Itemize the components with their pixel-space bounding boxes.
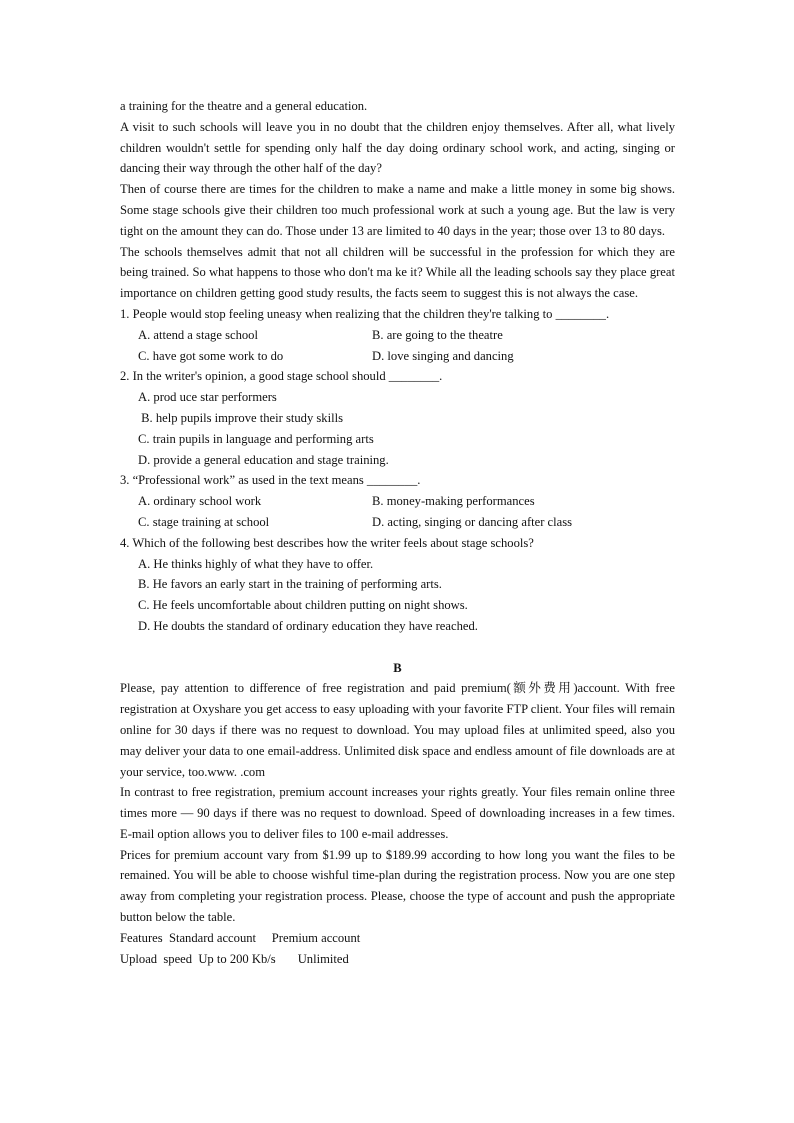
- option: D. acting, singing or dancing after class: [372, 514, 573, 529]
- question-stem: 3. “Professional work” as used in the text means ________.: [120, 473, 421, 488]
- option: C. have got some work to do: [138, 348, 284, 363]
- question-2: [120, 366, 675, 470]
- paragraph: Prices for premium account vary from $1.99 up to $189.99 according to how long you want the files to be remained. You will be able to choose wishful time-plan during the registration process. Now you are one step away from completing your registration process. Please, choose the type of account and push the appropriate button below the table.: [120, 847, 675, 925]
- document-page: [120, 96, 675, 969]
- paragraph: a training for the theatre and a general education.: [120, 99, 368, 113]
- option: D. He doubts the standard of ordinary education they have reached.: [138, 618, 478, 633]
- option: B. money-making performances: [372, 494, 535, 509]
- option: A. ordinary school work: [138, 494, 262, 509]
- passage-b: [120, 658, 675, 970]
- option: D. love singing and dancing: [372, 348, 514, 363]
- option: D. provide a general education and stage training.: [138, 452, 389, 467]
- option: A. He thinks highly of what they have to offer.: [138, 556, 374, 571]
- options-grid: [120, 325, 675, 367]
- paragraph: Then of course there are times for the children to make a name and make a little money in some big shows. Some stage schools give their children too much professional work at such a young age. But the law is very tight on the amount they can do. Those under 13 are limited to 40 days in the year; those over 13 to 80 days.: [120, 182, 675, 238]
- paragraph: A visit to such schools will leave you in no doubt that the children enjoy themselves. After all, what lively children wouldn't settle for spending only half the day doing ordinary school work, and acting, singing or dancing their way through the other half of the day?: [120, 119, 675, 176]
- question-4: [120, 533, 675, 637]
- option: A. attend a stage school: [138, 327, 258, 342]
- table-row: Upload speed Up to 200 Kb/s Unlimited: [120, 951, 349, 966]
- options-grid: [120, 491, 675, 533]
- question-stem: 1. People would stop feeling uneasy when realizing that the children they're talking to ________.: [120, 306, 610, 321]
- question-1: [120, 304, 675, 366]
- option: C. He feels uncomfortable about children putting on night shows.: [138, 598, 468, 613]
- option: B. He favors an early start in the training of performing arts.: [138, 577, 442, 592]
- question-stem: 4. Which of the following best describes how the writer feels about stage schools?: [120, 535, 534, 550]
- paragraph: The schools themselves admit that not all children will be successful in the profession for which they are being trained. So what happens to those who don't ma ke it? While all the leading schools say they place great importance on children getting good study results, the facts seem to suggest this is not always the case.: [120, 244, 675, 301]
- passage-a: [120, 96, 675, 637]
- option: C. train pupils in language and performing arts: [138, 431, 374, 446]
- question-stem: 2. In the writer's opinion, a good stage school should ________.: [120, 369, 443, 384]
- option: B. help pupils improve their study skills: [138, 410, 343, 425]
- option: B. are going to the theatre: [372, 327, 503, 342]
- section-heading: B: [393, 660, 402, 675]
- option: A. prod uce star performers: [138, 390, 277, 405]
- paragraph: In contrast to free registration, premium account increases your rights greatly. Your files remain online three times more — 90 days if there was no request to download. Speed of downloading increases in a few times. E-mail option allows you to deliver files to 100 e-mail addresses.: [120, 785, 675, 841]
- question-3: [120, 470, 675, 532]
- option: C. stage training at school: [138, 514, 270, 529]
- paragraph: Please, pay attention to difference of free registration and paid premium(额外费用)account. With free registration at Oxyshare you get access to easy uploading with your favorite FTP client. Your files will remain online for 30 days if there was no request to download. You may upload files at unlimited speed, also you may deliver your data to one email-address. Unlimited disk space and endless amount of file downloads are at your service, too.www. .com: [120, 681, 675, 779]
- table-row: Features Standard account Premium account: [120, 930, 361, 945]
